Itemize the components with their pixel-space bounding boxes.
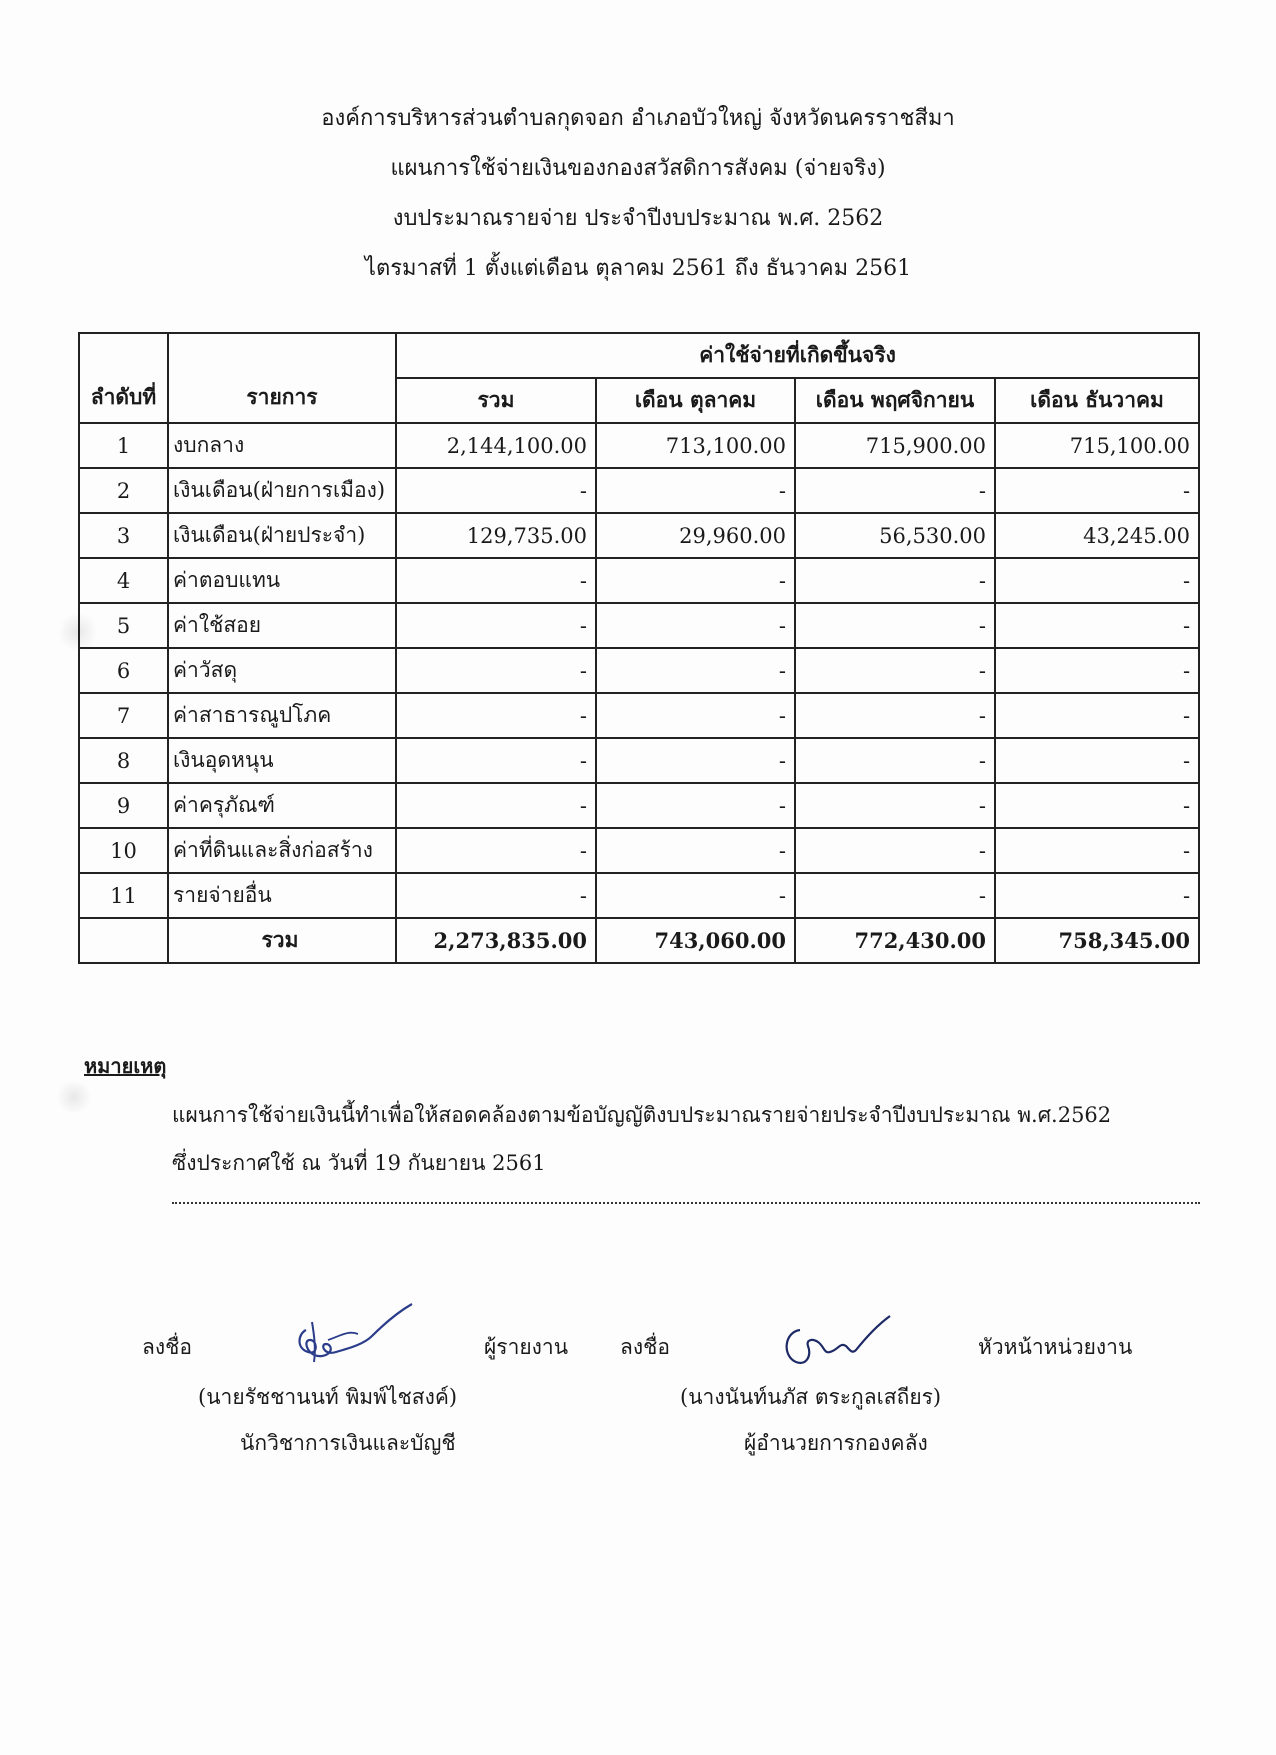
row-nov: - — [795, 558, 995, 603]
budget-title: งบประมาณรายจ่าย ประจำปีงบประมาณ พ.ศ. 2562 — [392, 206, 884, 231]
row-nov: 56,530.00 — [795, 513, 995, 558]
row-total: 129,735.00 — [396, 513, 596, 558]
left-signer-position: นักวิชาการเงินและบัญชี — [240, 1431, 456, 1455]
row-index: 6 — [79, 648, 168, 693]
document-header — [0, 108, 1276, 308]
right-role-label: หัวหน้าหน่วยงาน — [978, 1335, 1133, 1359]
row-dec: - — [995, 648, 1199, 693]
expense-table — [78, 332, 1200, 964]
left-role-label: ผู้รายงาน — [484, 1335, 569, 1359]
row-oct: - — [596, 873, 795, 918]
row-index: 3 — [79, 513, 168, 558]
col-header-index: ลำดับที่ — [79, 333, 168, 423]
row-item: ค่าครุภัณฑ์ — [168, 783, 396, 828]
row-dec: - — [995, 828, 1199, 873]
total-row — [79, 918, 1199, 963]
table-row — [79, 423, 1199, 468]
row-oct: 29,960.00 — [596, 513, 795, 558]
left-signer-name: (นายรัชชานนท์ พิมพ์ไชสงค์) — [198, 1385, 458, 1409]
remark-title: หมายเหตุ — [84, 1054, 167, 1078]
table-row — [79, 783, 1199, 828]
row-total: - — [396, 648, 596, 693]
quarter-title: ไตรมาสที่ 1 ตั้งแต่เดือน ตุลาคม 2561 ถึง ธันวาคม 2561 — [364, 256, 912, 281]
row-total: - — [396, 783, 596, 828]
col-header-item: รายการ — [168, 333, 396, 423]
row-nov: - — [795, 828, 995, 873]
header-row-group — [79, 333, 1199, 378]
row-oct: 713,100.00 — [596, 423, 795, 468]
row-index: 8 — [79, 738, 168, 783]
row-index: 5 — [79, 603, 168, 648]
row-dec: 43,245.00 — [995, 513, 1199, 558]
row-oct: - — [596, 783, 795, 828]
row-item: งบกลาง — [168, 423, 396, 468]
row-nov: - — [795, 783, 995, 828]
row-item: ค่าวัสดุ — [168, 648, 396, 693]
row-item: ค่าใช้สอย — [168, 603, 396, 648]
total-oct: 743,060.00 — [596, 918, 795, 963]
right-signature-image — [778, 1312, 898, 1372]
row-dec: - — [995, 558, 1199, 603]
table-row — [79, 513, 1199, 558]
total-sum: 2,273,835.00 — [396, 918, 596, 963]
row-total: - — [396, 738, 596, 783]
row-index: 1 — [79, 423, 168, 468]
row-nov: - — [795, 603, 995, 648]
right-signer-position: ผู้อำนวยการกองคลัง — [744, 1431, 928, 1455]
row-index: 4 — [79, 558, 168, 603]
row-item: เงินอุดหนุน — [168, 738, 396, 783]
dotted-line — [172, 1202, 1200, 1204]
row-index: 11 — [79, 873, 168, 918]
row-oct: - — [596, 693, 795, 738]
total-label: รวม — [168, 918, 396, 963]
org-title: องค์การบริหารส่วนตำบลกุดจอก อำเภอบัวใหญ่ จังหวัดนครราชสีมา — [321, 106, 955, 131]
table-row — [79, 873, 1199, 918]
row-item: ค่าที่ดินและสิ่งก่อสร้าง — [168, 828, 396, 873]
total-index-cell — [79, 918, 168, 963]
table-row — [79, 738, 1199, 783]
plan-title: แผนการใช้จ่ายเงินของกองสวัสดิการสังคม (จ่ายจริง) — [390, 156, 886, 181]
row-dec: - — [995, 783, 1199, 828]
row-oct: - — [596, 468, 795, 513]
col-header-group: ค่าใช้จ่ายที่เกิดขึ้นจริง — [396, 333, 1199, 378]
remark-body — [172, 1104, 1204, 1200]
row-index: 10 — [79, 828, 168, 873]
row-item: รายจ่ายอื่น — [168, 873, 396, 918]
row-dec: - — [995, 468, 1199, 513]
row-item: เงินเดือน(ฝ่ายการเมือง) — [168, 468, 396, 513]
row-index: 2 — [79, 468, 168, 513]
col-header-total: รวม — [396, 378, 596, 423]
total-nov: 772,430.00 — [795, 918, 995, 963]
row-total: - — [396, 873, 596, 918]
row-dec: - — [995, 738, 1199, 783]
total-dec: 758,345.00 — [995, 918, 1199, 963]
row-dec: - — [995, 873, 1199, 918]
row-dec: 715,100.00 — [995, 423, 1199, 468]
row-total: - — [396, 558, 596, 603]
remark-line-1: แผนการใช้จ่ายเงินนี้ทำเพื่อให้สอดคล้องตามข้อบัญญัติงบประมาณรายจ่ายประจำปีงบประมาณ พ.ศ.2562 — [172, 1103, 1112, 1127]
row-item: ค่าสาธารณูปโภค — [168, 693, 396, 738]
col-header-nov: เดือน พฤศจิกายน — [795, 378, 995, 423]
left-sign-label: ลงชื่อ — [142, 1335, 192, 1359]
table-row — [79, 558, 1199, 603]
row-nov: - — [795, 693, 995, 738]
table-row — [79, 648, 1199, 693]
row-nov: - — [795, 873, 995, 918]
row-index: 7 — [79, 693, 168, 738]
remark-line-2: ซึ่งประกาศใช้ ณ วันที่ 19 กันยายน 2561 — [172, 1151, 546, 1175]
col-header-oct: เดือน ตุลาคม — [596, 378, 795, 423]
right-signer-name: (นางนันท์นภัส ตระกูลเสถียร) — [680, 1385, 942, 1409]
expense-table-wrap — [78, 332, 1198, 964]
col-header-dec: เดือน ธันวาคม — [995, 378, 1199, 423]
table-row — [79, 603, 1199, 648]
row-nov: 715,900.00 — [795, 423, 995, 468]
row-oct: - — [596, 738, 795, 783]
row-oct: - — [596, 558, 795, 603]
row-total: - — [396, 468, 596, 513]
table-row — [79, 693, 1199, 738]
row-dec: - — [995, 603, 1199, 648]
right-sign-label: ลงชื่อ — [620, 1335, 670, 1359]
table-row — [79, 468, 1199, 513]
row-index: 9 — [79, 783, 168, 828]
row-nov: - — [795, 648, 995, 693]
left-signature-image — [288, 1300, 418, 1370]
row-oct: - — [596, 648, 795, 693]
row-dec: - — [995, 693, 1199, 738]
row-nov: - — [795, 738, 995, 783]
row-total: - — [396, 603, 596, 648]
remark-section — [84, 1050, 1204, 1200]
table-row — [79, 828, 1199, 873]
row-total: 2,144,100.00 — [396, 423, 596, 468]
row-total: - — [396, 693, 596, 738]
row-oct: - — [596, 603, 795, 648]
row-item: เงินเดือน(ฝ่ายประจำ) — [168, 513, 396, 558]
row-oct: - — [596, 828, 795, 873]
row-nov: - — [795, 468, 995, 513]
row-item: ค่าตอบแทน — [168, 558, 396, 603]
row-total: - — [396, 828, 596, 873]
